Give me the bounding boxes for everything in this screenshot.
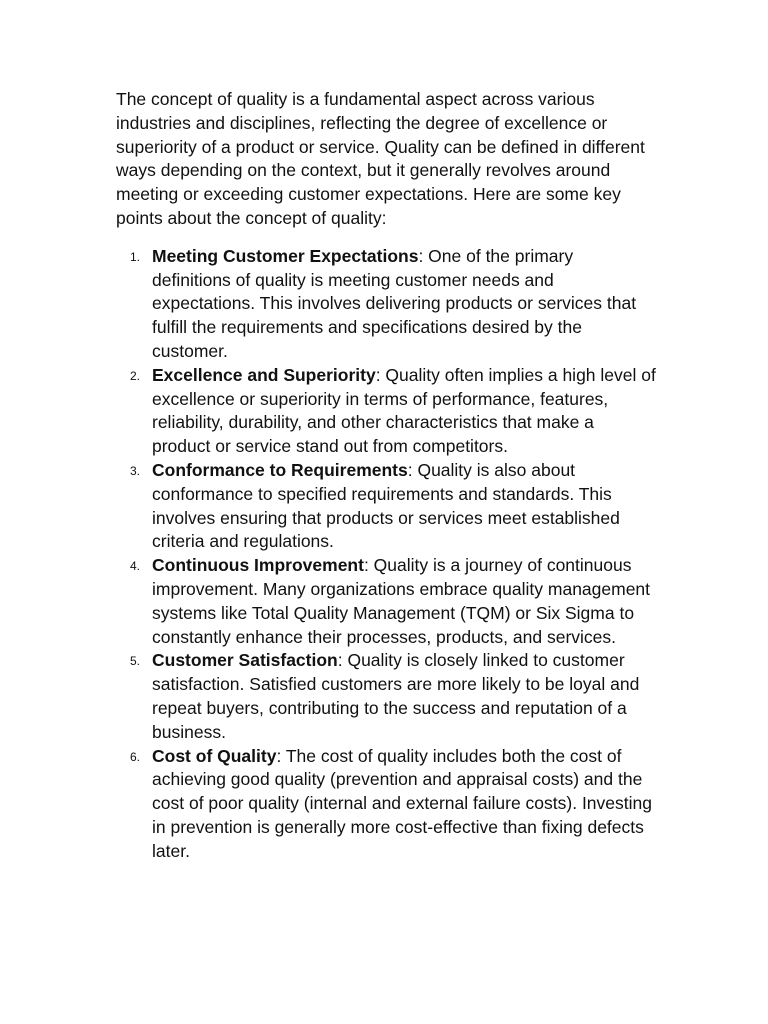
list-item [116, 245, 656, 364]
list-item [116, 554, 656, 649]
list-item-term: Customer Satisfaction [152, 650, 338, 671]
list-item-term: Continuous Improvement [152, 555, 364, 576]
list-item-term: Cost of Quality [152, 745, 277, 766]
list-item [116, 745, 656, 864]
list-item-term: Conformance to Requirements [152, 459, 408, 480]
list-number: 4. [130, 559, 141, 574]
key-points-list [116, 245, 656, 864]
list-number: 3. [130, 463, 141, 478]
list-item [116, 649, 656, 744]
intro-paragraph: The concept of quality is a fundamental aspect across various industries and disciplines, reflecting the degree of excellence or superiority of a product or service. Quality can be defined in different ways depending on the context, but it generally revolves around meeting or exceeding customer expectations. Here are some key points about the concept of quality: [116, 89, 645, 228]
list-item-text: : Quality is also about conformance to specified requirements and standards. This involves ensuring that products or services meet established criteria and regulations. [152, 459, 620, 552]
list-number: 6. [130, 749, 141, 764]
list-item-text: : Quality often implies a high level of excellence or superiority in terms of performance, features, reliability, durability, and other characteristics that make a product or service stand out from competitors. [152, 364, 656, 457]
list-item-text: : The cost of quality includes both the cost of achieving good quality (prevention and appraisal costs) and the cost of poor quality (internal and external failure costs). Investing in prevention is generally more cost-effective than fixing defects later. [152, 745, 652, 861]
list-item-text: : Quality is a journey of continuous improvement. Many organizations embrace quality management systems like Total Quality Management (TQM) or Six Sigma to constantly enhance their processes, products, and services. [152, 555, 651, 647]
list-number: 5. [130, 654, 141, 669]
list-item-text: : One of the primary definitions of quality is meeting customer needs and expectations. This involves delivering products or services that fulfill the requirements and specifications desired by the customer. [152, 245, 637, 361]
list-number: 1. [130, 249, 141, 264]
list-number: 2. [130, 368, 141, 383]
list-item [116, 459, 656, 554]
list-item [116, 364, 656, 459]
list-item-term: Excellence and Superiority [152, 364, 376, 385]
document-page [116, 88, 656, 864]
list-item-text: : Quality is closely linked to customer satisfaction. Satisfied customers are more likely to be loyal and repeat buyers, contributing to the success and reputation of a business. [152, 650, 640, 742]
list-item-term: Meeting Customer Expectations [152, 245, 419, 266]
